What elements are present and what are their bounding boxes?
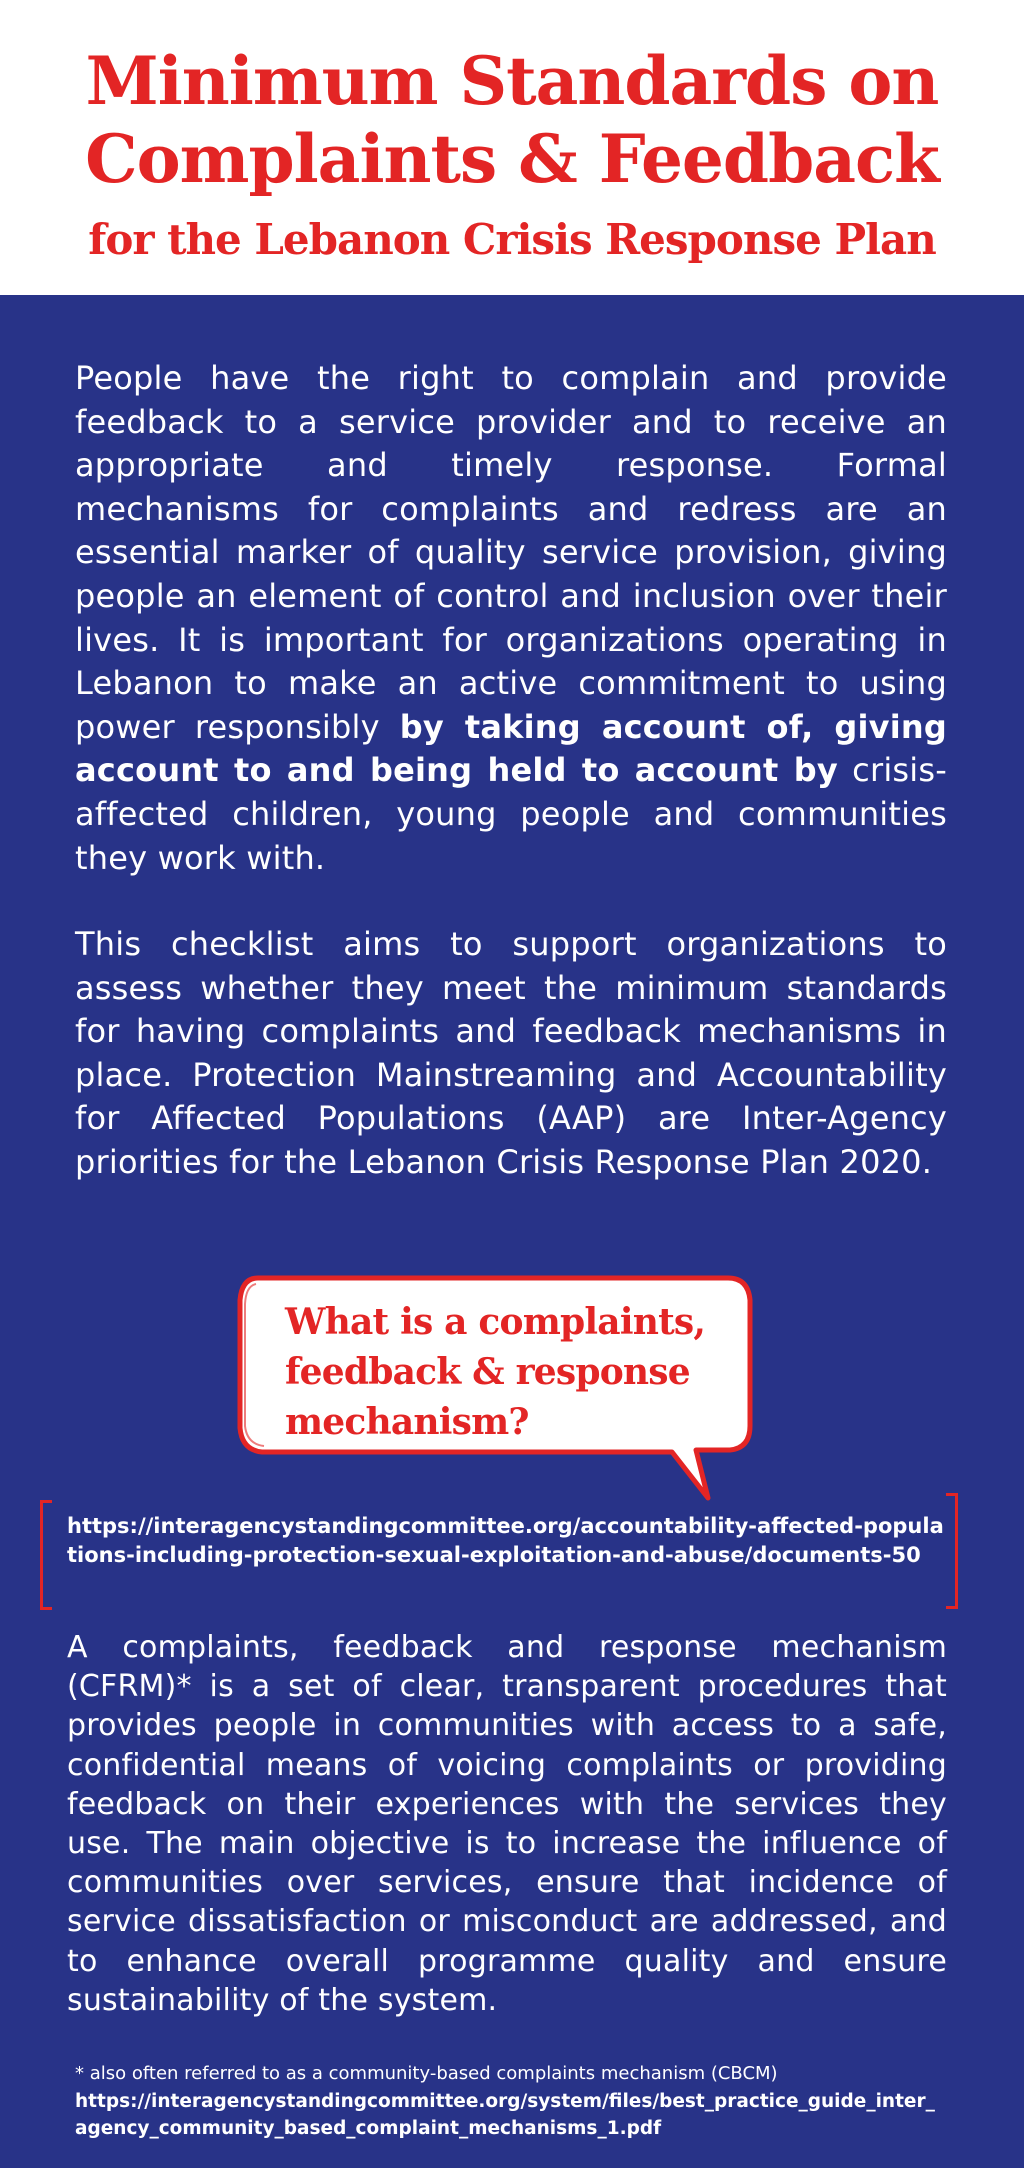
content-panel (0, 295, 1024, 2168)
reference-link[interactable]: https://interagencystandingcommittee.org/accountability-affected-populations-including-protection-sexual-exploitation-and-abuse/documents-50 (67, 1514, 944, 1567)
header (0, 0, 1024, 295)
intro-end-text: crisis-affected children, young people and communities they work with. (75, 751, 947, 877)
bubble-line-3: mechanism? (285, 1401, 529, 1443)
definition-paragraph: A complaints, feedback and response mechanism (CFRM)* is a set of clear, transparent procedures that provides people in communities with access to a safe, confidential means of voicing complaints or providing feedback on their experiences with the services they use. The main objective is to increase the influence of communities over services, ensure that incidence of service dissatisfaction or misconduct are addressed, and to enhance overall programme quality and ensure sustainability of the system. (67, 1630, 947, 2018)
intro-text: People have the right to complain and provide feedback to a service provider and to receive an appropriate and timely response. Formal mechanisms for complaints and redress are an essential marker of quality service provision, giving people an element of control and inclusion over their lives. It is important for organizations operating in Lebanon to make an active commitment to using power responsibly (75, 359, 947, 746)
intro-bold-text: by taking account of, giving account to and being held to account by (75, 707, 947, 790)
title-line-2: Complaints & Feedback (85, 120, 939, 198)
footnote-link[interactable]: https://interagencystandingcommittee.org/system/files/best_practice_guide_inter_agency_community_based_complaint_mechanisms_1.pdf (75, 2091, 935, 2139)
intro-paragraph-2: This checklist aims to support organizations to assess whether they meet the minimum standards for having complaints and feedback mechanisms in place. Protection Mainstreaming and Accountability for Affected Populations (AAP) are Inter-Agency priorities for the Lebanon Crisis Response Plan 2020. (75, 925, 947, 1181)
bracket-left (40, 1500, 52, 1610)
bubble-line-1: What is a complaints, (285, 1301, 706, 1343)
intro-paragraph-1 (75, 357, 947, 880)
subtitle: for the Lebanon Crisis Response Plan (88, 215, 936, 264)
bracket-right (946, 1493, 958, 1609)
bubble-line-2: feedback & response (285, 1351, 690, 1393)
bubble-question (285, 1297, 745, 1447)
title-line-1: Minimum Standards on (85, 42, 939, 120)
footnote-text: * also often referred to as a community-based complaints mechanism (CBCM) (75, 2063, 778, 2084)
